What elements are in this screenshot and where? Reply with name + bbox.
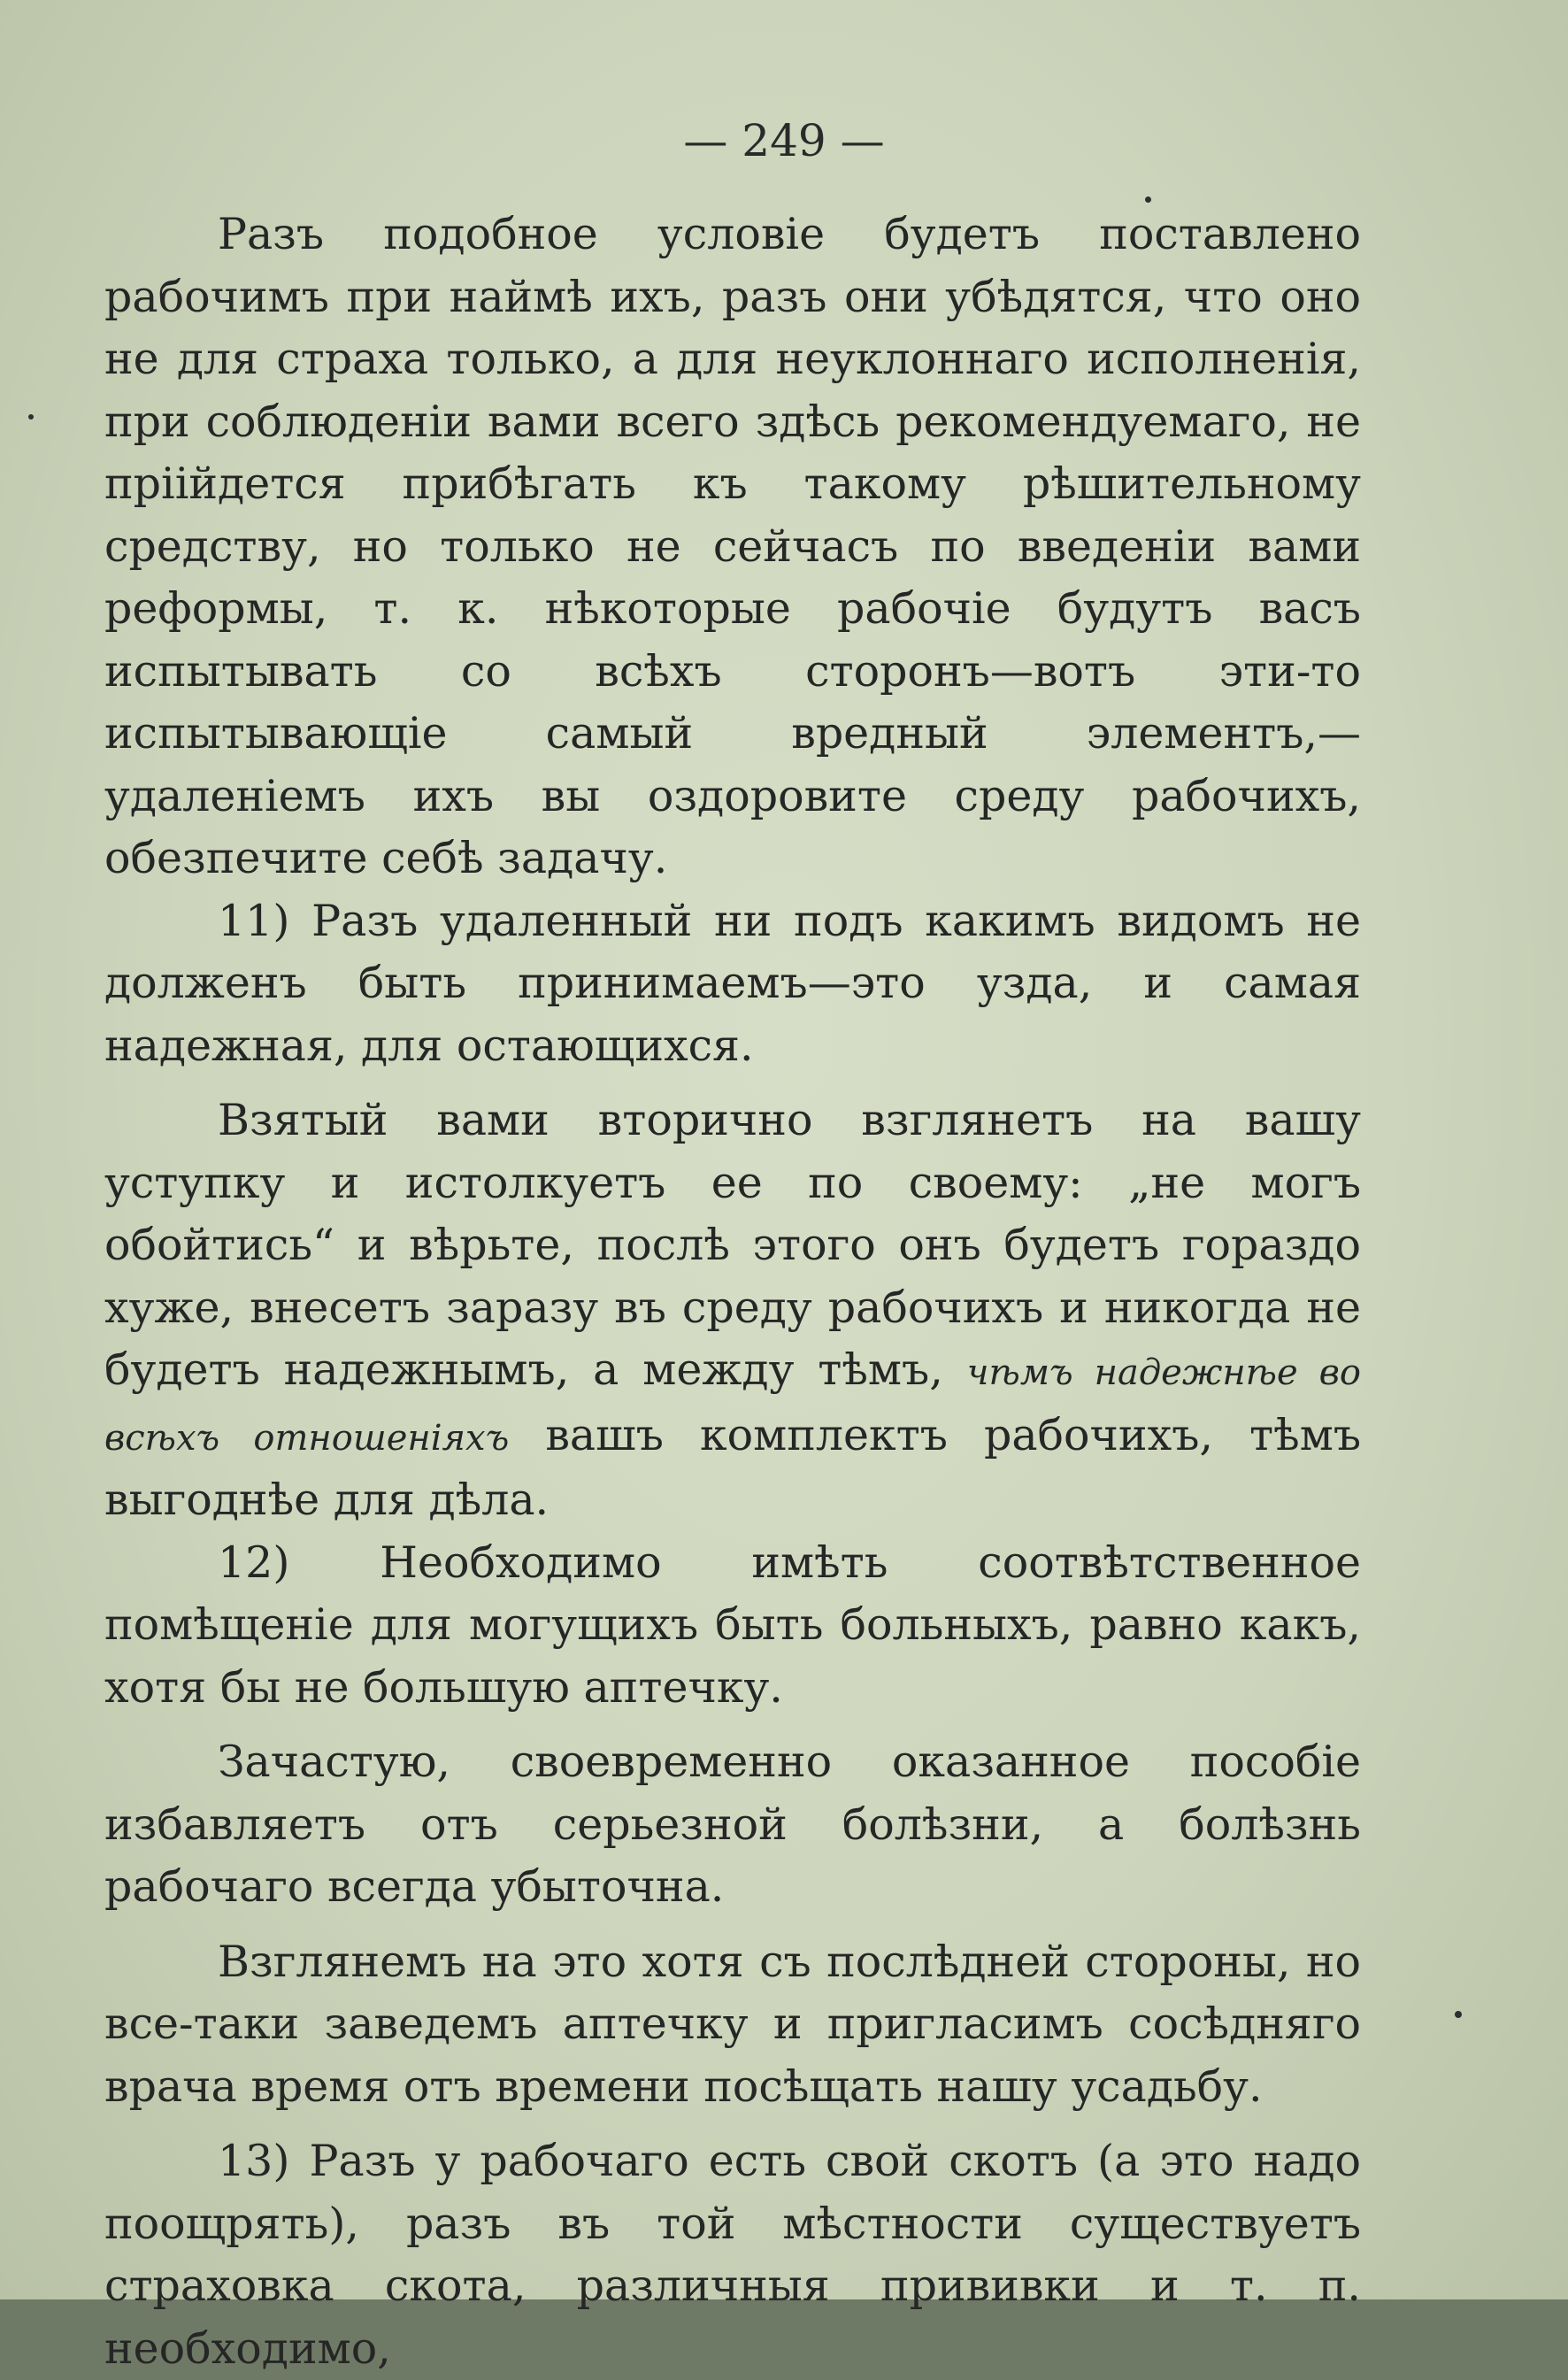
paragraph-5: Зачастую, своевременно оказанное пособіе избавляетъ отъ серьезной болѣзни, а болѣзнь рабочаго всегда убыточна. bbox=[104, 1737, 1361, 1912]
paragraph-7: 13) Разъ у рабочаго есть свой скотъ (а это надо поощрять), разъ въ той мѣстности существуетъ страховка скота, различныя прививки и т. п. необходимо, bbox=[104, 2136, 1361, 2374]
page-number: — 249 — bbox=[683, 115, 885, 166]
paragraph-3-start: Взятый вами вторично взглянетъ на вашу уступку и истолкуетъ ее по своему: „не могъ обойтись“ и вѣрьте, послѣ этого онъ будетъ гораздо хуже, внесетъ заразу въ среду рабочихъ и никогда не будетъ надежнымъ, а между тѣмъ, bbox=[104, 1095, 1361, 1395]
paragraph-3 bbox=[104, 1090, 1361, 1532]
paragraph-3-end: вашъ комплектъ рабочихъ, тѣмъ выгоднѣе для дѣла. bbox=[104, 1409, 1361, 1525]
ink-speck bbox=[1145, 196, 1151, 203]
ink-speck bbox=[28, 414, 34, 420]
paragraph-3-italic: чѣмъ надежнѣе во всѣхъ отношеніяхъ bbox=[104, 1352, 1361, 1459]
paragraph-2: 11) Разъ удаленный ни подъ какимъ видомъ не долженъ быть принимаемъ—это узда, и самая надежная, для остающихся. bbox=[104, 895, 1361, 1071]
paragraph-1: Разъ подобное условіе будетъ поставлено рабочимъ при наймѣ ихъ, разъ они убѣдятся, что оно не для страха только, а для неуклоннаго исполненія, при соблюденіи вами всего здѣсь рекомендуемаго, не пріійдется прибѣгать къ такому рѣшительному средству, но только не сейчасъ по введеніи вами реформы, т. к. нѣкоторые рабочіе будутъ васъ испытывать со всѣхъ сторонъ—вотъ эти-то испытывающіе самый вредный элементъ,—удаленіемъ ихъ вы оздоровите среду рабочихъ, обезпечите себѣ задачу. bbox=[104, 209, 1361, 883]
body-text bbox=[104, 204, 1361, 2380]
paragraph-4: 12) Необходимо имѣть соотвѣтственное помѣщеніе для могущихъ быть больныхъ, равно какъ, хотя бы не большую аптечку. bbox=[104, 1537, 1361, 1713]
paragraph-6: Взглянемъ на это хотя съ послѣдней стороны, но все-таки заведемъ аптечку и пригласимъ сосѣдняго врача время отъ времени посѣщать нашу усадьбу. bbox=[104, 1936, 1361, 2112]
ink-speck bbox=[1455, 2011, 1462, 2018]
